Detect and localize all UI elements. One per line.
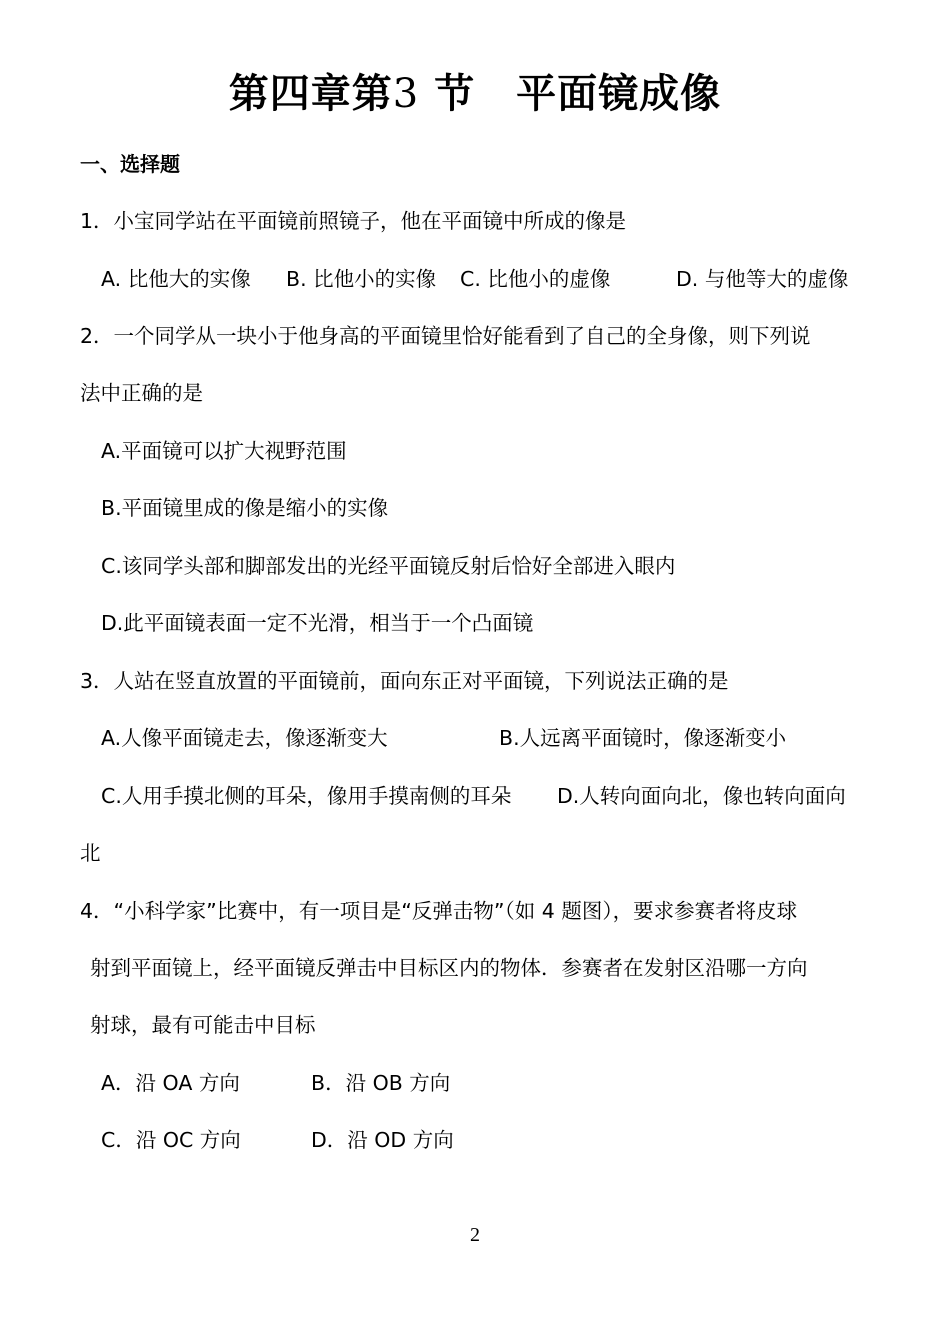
q2-option-c: C.该同学头部和脚部发出的光经平面镜反射后恰好全部进入眼内 bbox=[101, 554, 676, 578]
q4-option-d: D．沿 OD 方向 bbox=[311, 1128, 454, 1152]
q2-stem-line2: 法中正确的是 bbox=[80, 381, 203, 405]
section-heading: 一、选择题 bbox=[80, 152, 180, 176]
q1-option-c: C. 比他小的虚像 bbox=[460, 267, 611, 291]
q2-option-d: D.此平面镜表面一定不光滑，相当于一个凸面镜 bbox=[101, 611, 534, 635]
q1-stem: 1．小宝同学站在平面镜前照镜子，他在平面镜中所成的像是 bbox=[80, 209, 627, 233]
q3-option-a: A.人像平面镜走去，像逐渐变大 bbox=[101, 726, 388, 750]
q3-option-d: D.人转向面向北，像也转向面向 bbox=[557, 784, 846, 808]
q4-option-a: A．沿 OA 方向 bbox=[101, 1071, 240, 1095]
q3-stem: 3．人站在竖直放置的平面镜前，面向东正对平面镜，下列说法正确的是 bbox=[80, 669, 729, 693]
q2-option-b: B.平面镜里成的像是缩小的实像 bbox=[101, 496, 389, 520]
title-number: 3 bbox=[392, 71, 420, 117]
q4-stem-line1: 4．“小科学家”比赛中，有一项目是“反弹击物”（如 4 题图），要求参赛者将皮球 bbox=[80, 899, 798, 923]
title-part1: 第四章第 bbox=[228, 71, 393, 117]
q3-option-b: B.人远离平面镜时，像逐渐变小 bbox=[499, 726, 787, 750]
q1-option-d: D. 与他等大的虚像 bbox=[676, 267, 849, 291]
q2-stem-line1: 2．一个同学从一块小于他身高的平面镜里恰好能看到了自己的全身像，则下列说 bbox=[80, 324, 811, 348]
q4-stem-line3: 射球，最有可能击中目标 bbox=[90, 1013, 316, 1037]
q1-option-a: A. 比他大的实像 bbox=[101, 267, 251, 291]
page-number: 2 bbox=[470, 1224, 480, 1246]
q3-option-c: C.人用手摸北侧的耳朵，像用手摸南侧的耳朵 bbox=[101, 784, 512, 808]
q4-option-c: C．沿 OC 方向 bbox=[101, 1128, 241, 1152]
q1-option-b: B. 比他小的实像 bbox=[286, 267, 437, 291]
title-part2: 节 平面镜成像 bbox=[434, 71, 722, 117]
q4-stem-line2: 射到平面镜上，经平面镜反弹击中目标区内的物体．参赛者在发射区沿哪一方向 bbox=[90, 956, 808, 980]
page-title bbox=[0, 62, 950, 119]
q4-option-b: B．沿 OB 方向 bbox=[311, 1071, 451, 1095]
q2-option-a: A.平面镜可以扩大视野范围 bbox=[101, 439, 347, 463]
q3-option-d-continued: 北 bbox=[80, 841, 101, 865]
